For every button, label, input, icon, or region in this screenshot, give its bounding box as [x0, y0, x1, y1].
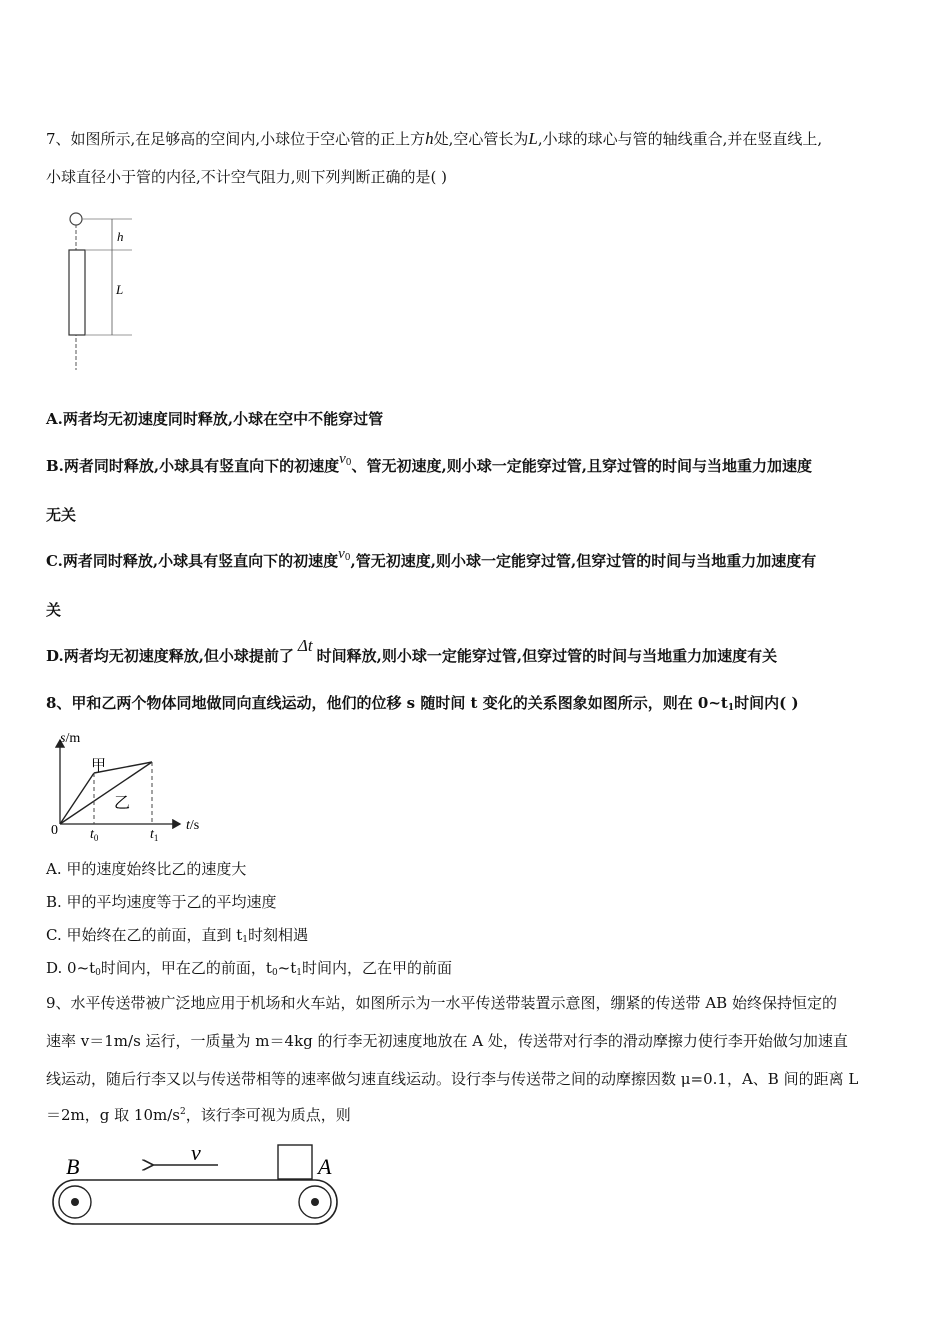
- L-label: L: [116, 282, 124, 297]
- delta-t-symbol: Δt: [297, 636, 313, 655]
- q8-option-d: [46, 957, 452, 978]
- x-axis-label: t/s: [186, 818, 200, 833]
- v0-symbol: v: [338, 546, 345, 562]
- q8-st-graph: [44, 726, 224, 844]
- q9-conveyor-figure: [48, 1140, 348, 1232]
- option-text: ,管无初速度,则小球一定能穿过管,但穿过管的时间与当地重力加速度有: [350, 552, 817, 570]
- q7-figure: [60, 208, 150, 378]
- q8-option-c: [46, 924, 308, 945]
- option-text: B.两者同时释放,小球具有竖直向下的初速度: [46, 457, 340, 475]
- option-text: 时间内，甲在乙的前面，t: [100, 959, 272, 977]
- origin-label: 0: [51, 823, 58, 838]
- q7-option-d: [46, 636, 778, 666]
- q7-option-b: [46, 451, 812, 476]
- v0-symbol: v: [339, 451, 346, 467]
- v0-subscript: 0: [344, 553, 351, 563]
- t1-subscript: 1: [242, 935, 249, 945]
- yi-label: 乙: [114, 795, 131, 812]
- superscript: 2: [179, 1107, 186, 1117]
- left-pulley-axle: [71, 1198, 79, 1206]
- q8-option-a: A. 甲的速度始终比乙的速度大: [46, 860, 247, 878]
- option-text: 时间释放,则小球一定能穿过管,但穿过管的时间与当地重力加速度有关: [316, 647, 778, 665]
- q7-option-a: A.两者均无初速度同时释放,小球在空中不能穿过管: [46, 410, 384, 428]
- B-label: B: [66, 1154, 80, 1179]
- t0-subscript: 0: [271, 968, 278, 978]
- q7-text: 处,空心管长为: [433, 130, 529, 148]
- q7-text: ,小球的球心与管的轴线重合,并在竖直线上,: [537, 130, 823, 148]
- option-text: D. 0~t: [46, 959, 96, 977]
- luggage-box: [278, 1145, 312, 1179]
- option-text: 、管无初速度,则小球一定能穿过管,且穿过管的时间与当地重力加速度: [351, 457, 812, 475]
- jia-segment-1: [60, 773, 94, 824]
- v-label: v: [191, 1140, 201, 1165]
- t1-subscript: 1: [727, 703, 735, 713]
- q8-text: 时间内( ): [734, 694, 799, 712]
- q7-option-c: [46, 546, 817, 571]
- option-text: D.两者均无初速度释放,但小球提前了: [46, 647, 294, 665]
- q7-option-c-cont: 关: [46, 601, 62, 619]
- q8-text: 8、甲和乙两个物体同地做同向直线运动，他们的位移 s 随时间 t 变化的关系图象如图所示，则在 0~t: [46, 694, 728, 712]
- h-symbol: h: [425, 129, 434, 148]
- ball: [70, 213, 82, 225]
- L-symbol: L: [528, 129, 538, 148]
- t0-subscript: 0: [95, 968, 101, 978]
- option-text: 时间内，乙在甲的前面: [302, 959, 453, 977]
- q7-stem-line1: [46, 128, 822, 149]
- right-pulley-axle: [311, 1198, 319, 1206]
- option-text: C. 甲始终在乙的前面，直到 t: [46, 926, 243, 944]
- hollow-tube: [69, 250, 85, 335]
- q8-stem: [46, 692, 799, 713]
- q7-option-b-cont: 无关: [46, 506, 77, 524]
- t1-subscript: 1: [296, 968, 303, 978]
- h-label: h: [117, 229, 124, 244]
- option-text: 时刻相遇: [248, 926, 309, 944]
- t0-label: $t_0$: [90, 827, 99, 843]
- q9-line4: [46, 1104, 351, 1125]
- q7-text: 7、如图所示,在足够高的空间内,小球位于空心管的正上方: [46, 130, 426, 148]
- q9-line3: 线运动，随后行李又以与传送带相等的速率做匀速直线运动。设行李与传送带之间的动摩擦因数 μ=0.1，A、B 间的距离 L: [46, 1070, 859, 1088]
- option-text: ~t: [277, 959, 297, 977]
- q7-stem-line2: 小球直径小于管的内径,不计空气阻力,则下列判断正确的是( ): [46, 168, 448, 186]
- q8-option-b: B. 甲的平均速度等于乙的平均速度: [46, 893, 277, 911]
- A-label: A: [318, 1154, 332, 1179]
- v0-subscript: 0: [345, 458, 352, 468]
- t1-label: $t_1$: [150, 827, 159, 843]
- option-text: C.两者同时释放,小球具有竖直向下的初速度: [46, 552, 339, 570]
- y-axis-label: s/m: [60, 731, 81, 746]
- jia-label: 甲: [91, 758, 107, 774]
- q9-line1: 9、水平传送带被广泛地应用于机场和火车站，如图所示为一水平传送带装置示意图，绷紧的传送带 AB 始终保持恒定的: [46, 994, 837, 1012]
- q9-text: ＝2m，g 取 10m/s: [46, 1106, 180, 1124]
- q9-line2: 速率 v＝1m/s 运行，一质量为 m＝4kg 的行李无初速度地放在 A 处，传送带对行李的滑动摩擦力使行李开始做匀加速直: [46, 1032, 848, 1050]
- q9-text: ，该行李可视为质点，则: [185, 1106, 351, 1124]
